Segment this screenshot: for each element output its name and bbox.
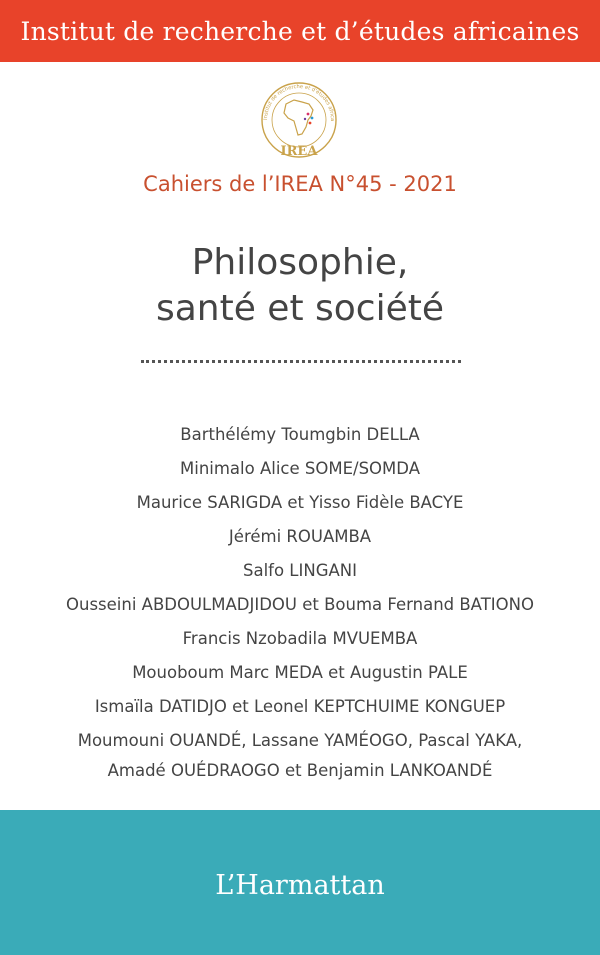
title-line-1: Philosophie,	[191, 242, 409, 283]
title-line-2: santé et société	[155, 288, 445, 329]
logo-text: IREA	[280, 144, 318, 159]
author-line: Ousseini ABDOULMADJIDOU et Bouma Fernand BATIONO	[66, 595, 534, 614]
logo-ring-text: Institut de recherche et d'études africa	[262, 83, 336, 122]
book-title	[0, 240, 600, 332]
author-line: Maurice SARIGDA et Yisso Fidèle BACYE	[136, 493, 464, 512]
author-line: Jérémi ROUAMBA	[228, 527, 372, 546]
publisher-logo	[0, 870, 600, 901]
author-line: Mouoboum Marc MEDA et Augustin PALE	[132, 663, 468, 682]
dotted-divider	[141, 360, 461, 363]
irea-logo	[256, 80, 342, 162]
author-line: Minimalo Alice SOME/SOMDA	[180, 459, 420, 478]
publisher-name: L’Harmattan	[215, 870, 385, 901]
author-list	[0, 418, 600, 784]
institute-name: Institut de recherche et d’études africaines	[20, 16, 580, 46]
header-band	[0, 0, 600, 62]
author-line: Salfo LINGANI	[242, 561, 357, 580]
author-line: Barthélémy Toumgbin DELLA	[180, 425, 420, 444]
series-title: Cahiers de l’IREA N°45 - 2021	[143, 172, 457, 196]
author-line: Moumouni OUANDÉ, Lassane YAMÉOGO, Pascal YAKA,	[77, 731, 523, 750]
author-line: Francis Nzobadila MVUEMBA	[182, 629, 418, 648]
africa-map-icon	[284, 100, 313, 135]
author-line: Ismaïla DATIDJO et Leonel KEPTCHUIME KONGUEP	[94, 697, 506, 716]
author-line: Amadé OUÉDRAOGO et Benjamin LANKOANDÉ	[107, 761, 493, 780]
